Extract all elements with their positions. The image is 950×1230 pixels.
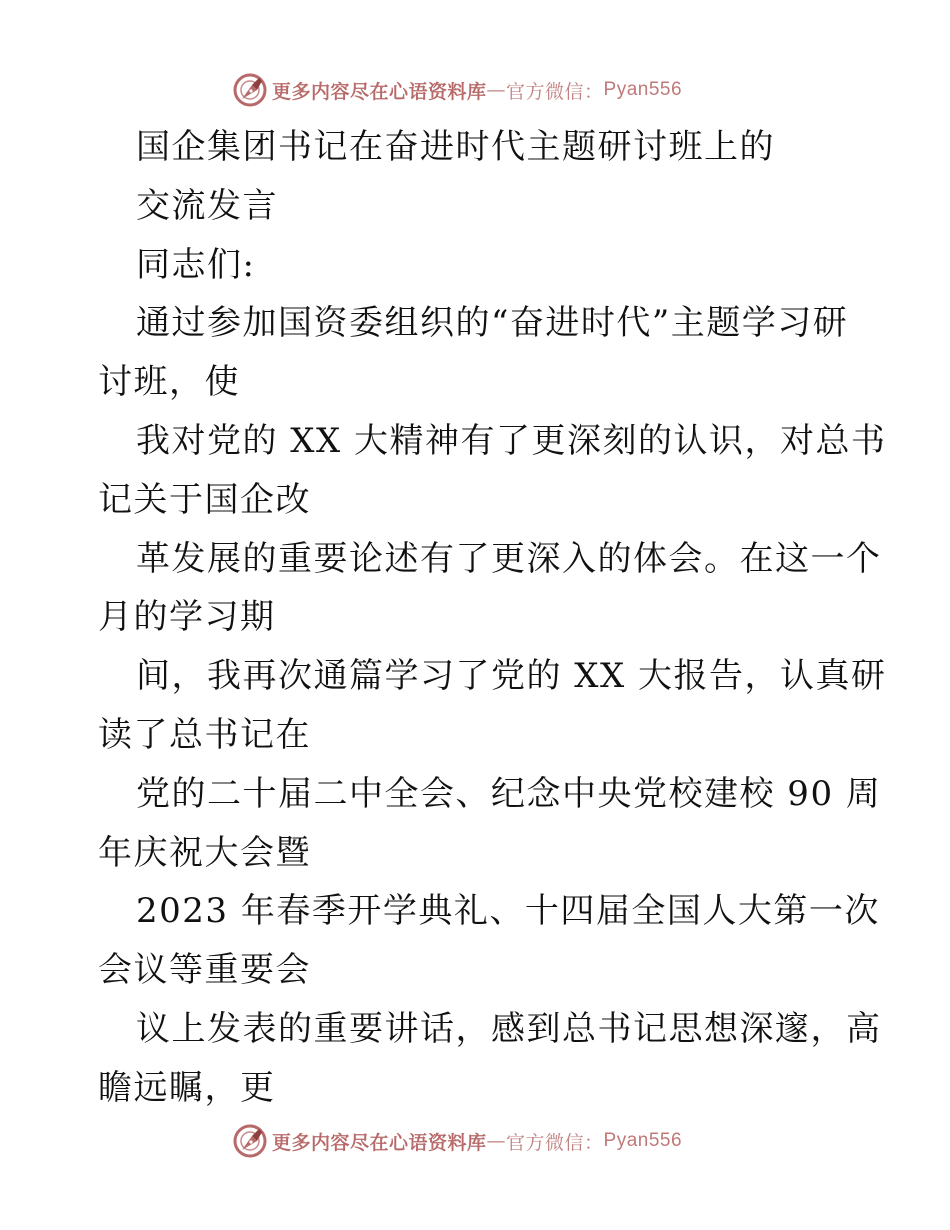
watermark-sub-text: 官方微信：: [506, 80, 604, 103]
watermark-wechat-id: Pyan556: [603, 79, 683, 100]
document-line: 革发展的重要论述有了更深入的体会。在这一个: [136, 538, 882, 579]
document-line: 年庆祝大会暨: [98, 832, 311, 873]
pen-nib-circle-icon: [232, 1123, 268, 1159]
watermark-sub-text: 官方微信：: [506, 1131, 604, 1154]
document-line: 党的二十届二中全会、纪念中央党校建校 90 周: [136, 773, 882, 814]
document-line: 2023 年春季开学典礼、十四届全国人大第一次: [136, 891, 880, 932]
header-watermark: [232, 70, 752, 110]
document-line: 我对党的 XX 大精神有了更深刻的认识，对总书: [136, 420, 887, 461]
document-line: 月的学习期: [98, 597, 276, 638]
watermark-separator: —: [486, 79, 507, 101]
document-line: 会议等重要会: [98, 950, 311, 991]
document-body: [98, 118, 887, 1118]
document-line: 交流发言: [136, 185, 278, 226]
watermark-separator: —: [486, 1130, 507, 1152]
pen-nib-circle-icon: [232, 72, 268, 108]
document-line: 国企集团书记在奋进时代主题研讨班上的: [136, 127, 775, 167]
watermark-wechat-id: Pyan556: [603, 1130, 683, 1151]
document-line: 间，我再次通篇学习了党的 XX 大报告，认真研: [136, 656, 887, 697]
watermark-main-text: 更多内容尽在心语资料库: [272, 80, 487, 103]
document-line: 读了总书记在: [98, 714, 311, 755]
footer-watermark: [232, 1121, 752, 1161]
watermark-main-text: 更多内容尽在心语资料库: [272, 1131, 487, 1154]
document-line: 记关于国企改: [98, 479, 311, 520]
document-line: 讨班，使: [98, 362, 240, 403]
document-line: 瞻远瞩，更: [98, 1067, 276, 1108]
document-line: 同志们:: [136, 244, 256, 285]
document-line: 议上发表的重要讲话，感到总书记思想深邃，高: [136, 1008, 882, 1049]
document-line: 通过参加国资委组织的“奋进时代”主题学习研: [136, 303, 849, 344]
